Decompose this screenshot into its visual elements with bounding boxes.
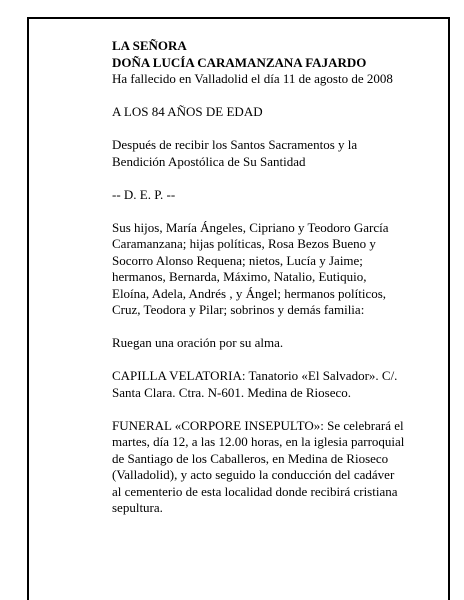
obituary-notice	[112, 38, 442, 533]
rip-text: -- D. E. P. --	[112, 186, 176, 202]
family-line: Sus hijos, María Ángeles, Cipriano y Teodoro García	[112, 219, 389, 235]
sacraments-paragraph	[112, 137, 442, 170]
deceased-name: DOÑA LUCÍA CARAMANZANA FAJARDO	[112, 54, 367, 70]
sacraments-line: Bendición Apostólica de Su Santidad	[112, 153, 306, 169]
funeral-line: al cementerio de esta localidad donde recibirá cristiana	[112, 483, 398, 499]
sacraments-line: Después de recibir los Santos Sacramentos y la	[112, 137, 358, 152]
age-text: A LOS 84 AÑOS DE EDAD	[112, 104, 263, 119]
funeral-line: de Santiago de los Caballeros, en Medina de Rioseco	[112, 450, 389, 466]
funeral-paragraph	[112, 418, 442, 517]
family-line: hermanos, Bernarda, Máximo, Natalio, Eutiquio,	[112, 269, 367, 284]
frame-right-border	[448, 17, 450, 600]
header-block	[112, 38, 442, 88]
family-line: Socorro Alonso Requena; nietos, Lucía y Jaime;	[112, 252, 363, 268]
family-line: Caramanzana; hijas políticas, Rosa Bezos Bueno y	[112, 236, 376, 251]
family-line: Eloína, Adela, Andrés , y Ángel; hermanos políticos,	[112, 285, 387, 301]
funeral-line: FUNERAL «CORPORE INSEPULTO»: Se celebrará el	[112, 417, 404, 433]
prayer-text: Ruegan una oración por su alma.	[112, 335, 284, 350]
death-statement: Ha fallecido en Valladolid el día 11 de agosto de 2008	[112, 71, 393, 86]
family-line: Cruz, Teodora y Pilar; sobrinos y demás familia:	[112, 302, 365, 317]
family-paragraph	[112, 220, 442, 319]
frame-top-border	[27, 17, 450, 19]
age-line	[112, 104, 442, 121]
chapel-line: Santa Clara. Ctra. N-601. Medina de Rioseco.	[112, 384, 351, 400]
funeral-line: (Valladolid), y acto seguido la conducción del cadáver	[112, 467, 395, 482]
chapel-line: CAPILLA VELATORIA: Tanatorio «El Salvador». C/.	[112, 368, 398, 383]
rip-line	[112, 187, 442, 204]
prayer-line	[112, 335, 442, 352]
chapel-paragraph	[112, 368, 442, 401]
notice-title: LA SEÑORA	[112, 38, 187, 53]
funeral-line: martes, día 12, a las 12.00 horas, en la iglesia parroquial	[112, 434, 405, 449]
frame-left-border	[27, 17, 29, 600]
funeral-line: sepultura.	[112, 500, 163, 515]
